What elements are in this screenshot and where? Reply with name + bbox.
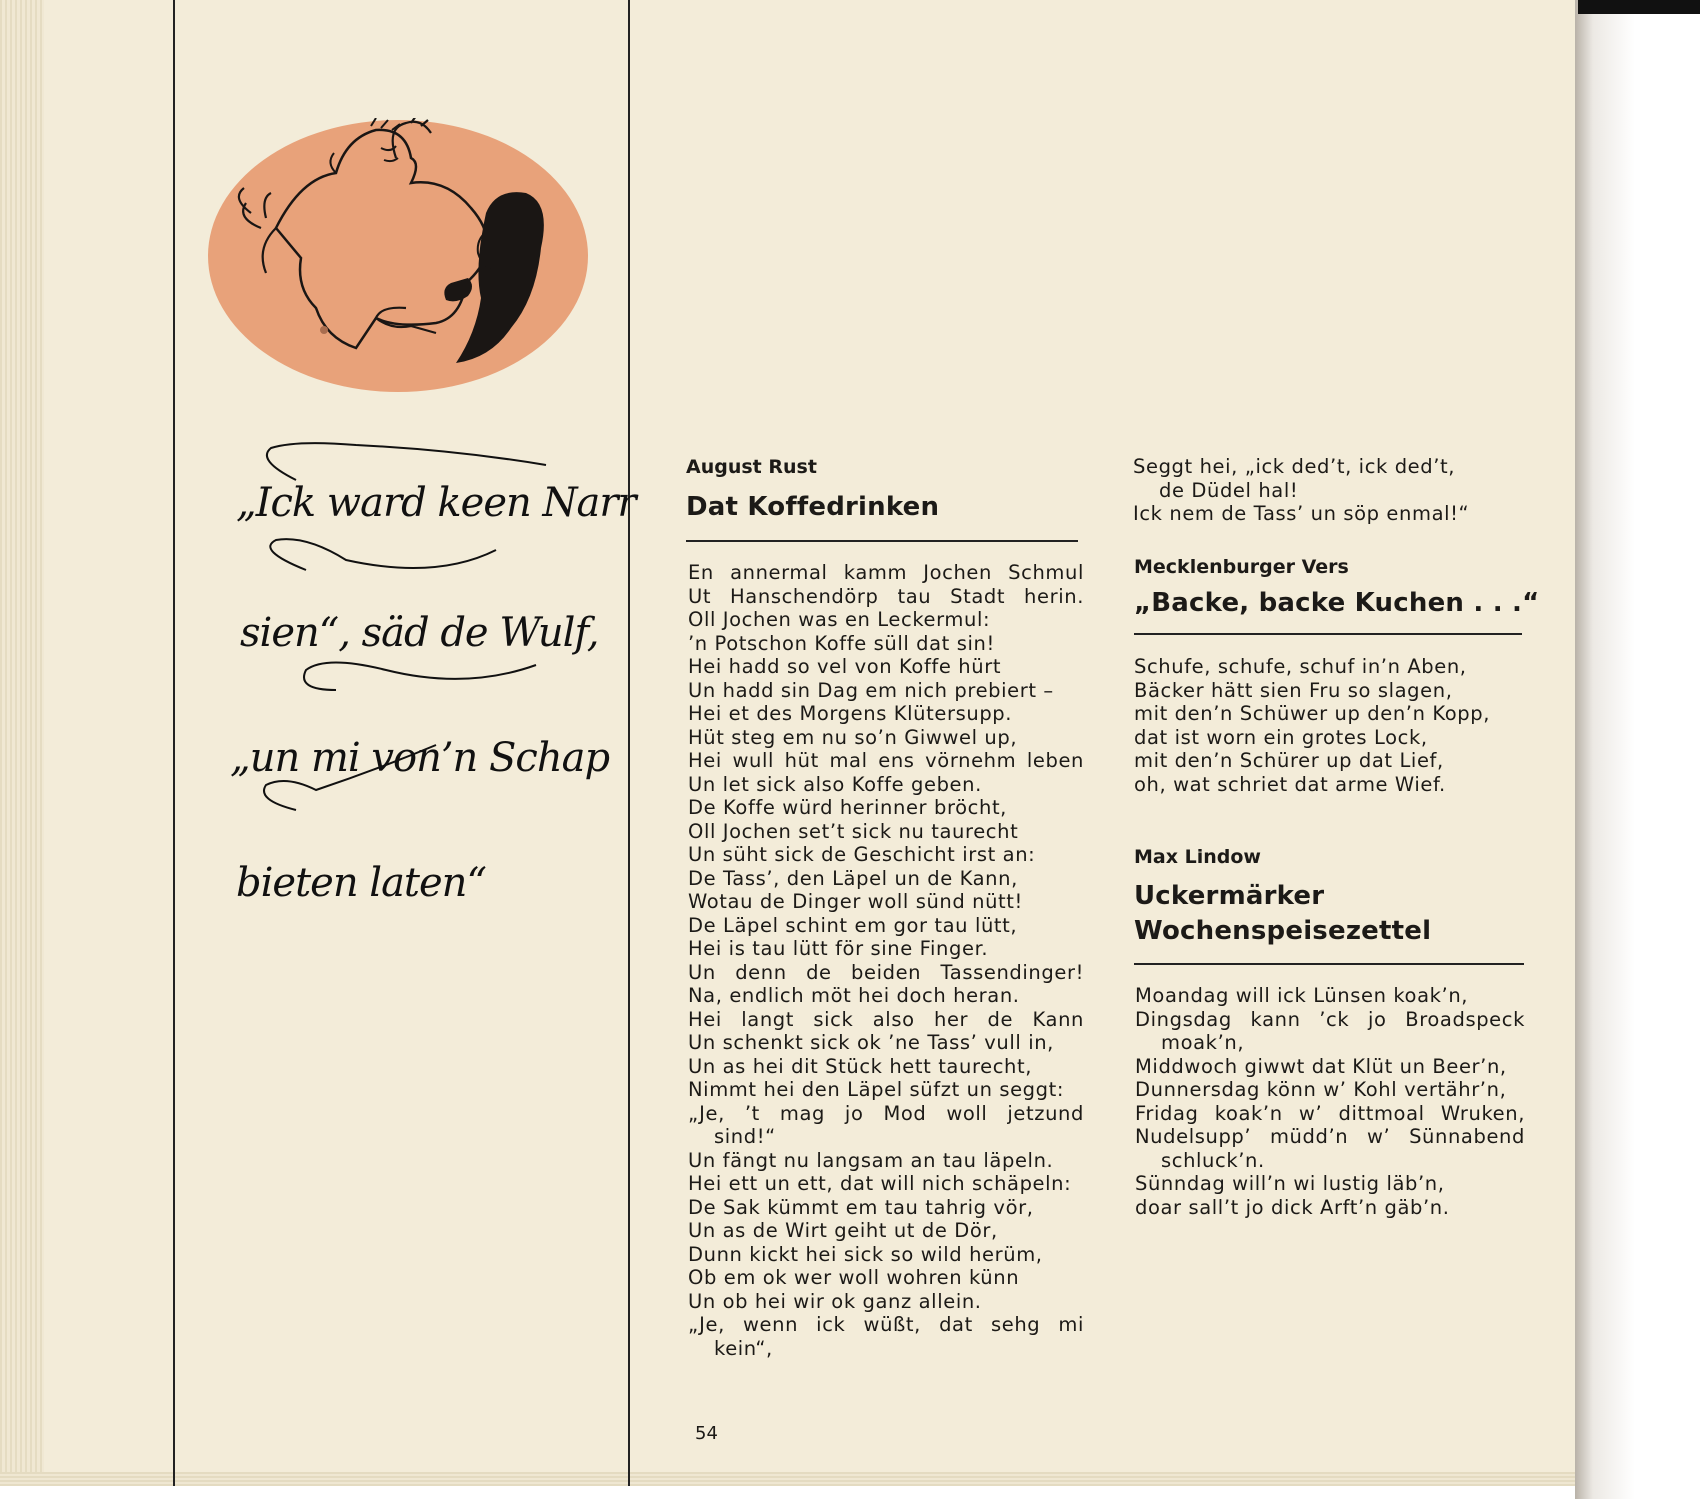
center-column-rule (628, 0, 630, 1486)
poem-line: De Sak kümmt em tau tahrig vör, (688, 1195, 1034, 1219)
poem-line: Fridag koak’n w’ dittmoal Wruken, (1135, 1101, 1525, 1125)
poem-line: Wotau de Dinger woll sünd nütt! (688, 890, 1023, 913)
poem-line: Hei hadd so vel von Koffe hürt (688, 655, 1002, 678)
poem-line: schluck’n. (1161, 1148, 1265, 1172)
poem-line: En annermal kamm Jochen Schmul (688, 561, 1084, 584)
poem-line: Ut Hanschendörp tau Stadt herin. (688, 584, 1084, 608)
poem-line: Dunn kickt hei sick so wild herüm, (688, 1242, 1043, 1266)
poem1-author: August Rust (686, 456, 817, 478)
poem3-title-line1: Uckermärker (1134, 881, 1325, 911)
poem-line: ’n Potschon Koffe süll dat sin! (688, 631, 995, 655)
poem2-title: „Backe, backe Kuchen . . .“ (1134, 588, 1540, 618)
poem1-title: Dat Koffedrinken (686, 492, 940, 522)
poem-line: Un fängt nu langsam an tau läpeln. (688, 1148, 1054, 1172)
caption-line-4: bieten laten“ (236, 860, 486, 906)
poem3-author: Max Lindow (1134, 846, 1261, 868)
poem2-title-rule (1134, 633, 1522, 635)
poem-line: Oll Jochen was en Leckermul: (688, 608, 991, 631)
left-column-rule (173, 0, 175, 1486)
poem1-title-rule (686, 540, 1078, 542)
poem3-body (1135, 984, 1525, 1219)
poem-line: Un ob hei wir ok ganz allein. (688, 1289, 982, 1313)
poem-line: Ob em ok wer woll wohren künn (688, 1266, 1020, 1289)
poem-line: kein“, (714, 1336, 773, 1360)
poem2-body (1134, 655, 1524, 796)
poem1-body (688, 561, 1084, 1360)
cartoon-illustration-icon (206, 118, 591, 394)
poem-line: Moandag will ick Lünsen koak’n, (1135, 984, 1469, 1007)
poem-line: Middwoch giwwt dat Klüt un Beer’n, (1135, 1054, 1507, 1078)
poem-line: oh, wat schriet dat arme Wief. (1134, 772, 1446, 796)
poem-line: Hei et des Morgens Klütersupp. (688, 702, 1013, 725)
poem-line: Nimmt hei den Läpel süfzt un seggt: (688, 1078, 1065, 1101)
poem-line: Hüt steg em nu so’n Giwwel up, (688, 725, 1018, 749)
poem-line: doar sall’t jo dick Arft’n gäb’n. (1135, 1195, 1450, 1219)
poem-line: Nudelsupp’ müdd’n w’ Sünnabend (1135, 1125, 1525, 1148)
poem-line: Hei ett un ett, dat will nich schäpeln: (688, 1172, 1072, 1195)
poem-line: Un as de Wirt geiht ut de Dör, (688, 1219, 998, 1242)
poem-line: Oll Jochen set’t sick nu taurecht (688, 819, 1019, 843)
poem1-continued (1133, 455, 1503, 526)
poem-line: Bäcker hätt sien Fru so slagen, (1134, 678, 1453, 702)
poem-line: Hei is tau lütt för sine Finger. (688, 937, 989, 960)
page-stack-bottom (0, 1472, 1575, 1486)
poem-line: de Düdel hal! (1159, 478, 1299, 502)
poem-line: Un hadd sin Dag em nich prebiert – (688, 678, 1054, 702)
page-gutter-shadow (1575, 0, 1700, 1499)
poem-line: De Tass’, den Läpel un de Kann, (688, 866, 1018, 890)
poem-line: sind!“ (714, 1125, 776, 1148)
poem2-author: Mecklenburger Vers (1134, 556, 1349, 578)
scan-corner (1578, 0, 1700, 14)
page-number: 54 (695, 1423, 718, 1444)
poem-line: Schufe, schufe, schuf in’n Aben, (1134, 655, 1467, 678)
poem-line: Sünndag will’n wi lustig läb’n, (1135, 1172, 1445, 1195)
poem-line: Hei wull hüt mal ens vörnehm leben (688, 749, 1084, 772)
poem-line: moak’n, (1161, 1031, 1245, 1054)
caption-line-1: „Ick ward keen Narr (236, 480, 636, 526)
poem-line: dat ist worn ein grotes Lock, (1134, 725, 1428, 749)
poem-line: „Je, ’t mag jo Mod woll jetzund (688, 1101, 1084, 1125)
poem-line: Hei langt sick also her de Kann (688, 1007, 1084, 1031)
poem-line: De Läpel schint em gor tau lütt, (688, 913, 1018, 937)
poem-line: Dingsdag kann ’ck jo Broadspeck (1135, 1007, 1525, 1031)
caption-line-3: „un mi von’n Schap (230, 735, 610, 781)
poem3-title-line2: Wochenspeisezettel (1134, 916, 1432, 946)
page-stack-edge (0, 0, 44, 1486)
poem-line: Seggt hei, „ick ded’t, ick ded’t, (1133, 455, 1456, 478)
caption-line-2: sien“, säd de Wulf, (240, 610, 599, 656)
poem-line: Un süht sick de Geschicht irst an: (688, 843, 1036, 866)
poem-line: Un schenkt sick ok ’ne Tass’ vull in, (688, 1031, 1054, 1054)
poem-line: Un let sick also Koffe geben. (688, 772, 982, 796)
poem-line: mit den’n Schürer up dat Lief, (1134, 749, 1444, 772)
poem-line: „Je, wenn ick wüßt, dat sehg mi (688, 1313, 1084, 1336)
poem-line: Na, endlich möt hei doch heran. (688, 984, 1020, 1007)
poem-line: mit den’n Schüwer up den’n Kopp, (1134, 702, 1491, 725)
poem-line: Dunnersdag könn w’ Kohl vertähr’n, (1135, 1078, 1507, 1101)
poem-line: Ick nem de Tass’ un söp enmal!“ (1133, 502, 1470, 525)
poem-line: De Koffe würd herinner bröcht, (688, 796, 1007, 819)
poem-line: Un as hei dit Stück hett taurecht, (688, 1054, 1033, 1078)
poem3-title-rule (1134, 963, 1524, 965)
poem-line: Un denn de beiden Tassendinger! (688, 960, 1084, 984)
